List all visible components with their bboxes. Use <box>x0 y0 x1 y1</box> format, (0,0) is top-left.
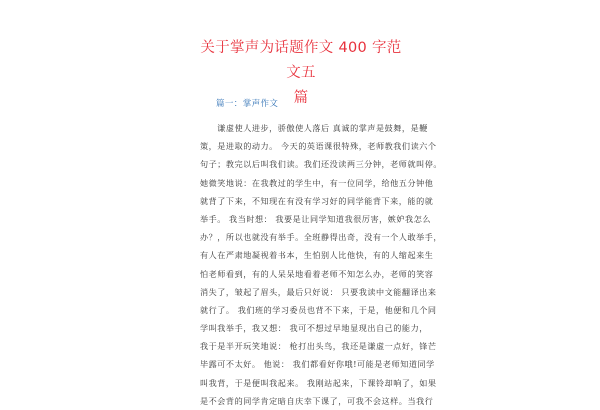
body-line: 策，是进取的动力。 今天的英语课很特殊，老师教我们读六个 <box>200 141 437 152</box>
body-line: 叫我背，于是便叫我起来。 我刚站起来，下课铃却响了，如果 <box>200 377 437 388</box>
body-line: 举手。 我当时想： 我要是让同学知道我很厉害，嫉妒我怎么 <box>200 213 431 224</box>
body-line: 毕露可不太好。 他说： 我们都看好你哦!可能是老师知道同学 <box>200 359 435 370</box>
body-line: 有人在严肃地凝视着书本，生怕别人比他快，有的人缩起来生 <box>200 250 434 261</box>
title-line-2: 篇 <box>293 90 309 106</box>
body-line: 就行了。 我们班的学习委员也背不下来，于是，他便和几个同 <box>200 304 437 315</box>
section-heading: 篇一：掌声作文 <box>216 99 279 109</box>
body-line: 我于是半开玩笑地说： 枪打出头鸟，我还是谦虚一点好，锋芒 <box>200 341 437 352</box>
body-text <box>200 119 443 410</box>
body-line: 学叫我举手，我又想： 我可不想过早地显现出自己的能力， <box>200 323 428 334</box>
body-line: 怕老师看到，有的人呆呆地看着老师不知怎么办，老师的笑容 <box>200 268 434 279</box>
body-line: 句子；教完以后叫我们读。我们还没读两三分钟，老师就叫停。 <box>200 159 443 170</box>
body-line: 她微笑地说：在我教过的学生中，有一位同学，给他五分钟他 <box>200 177 434 188</box>
body-line: 消失了，皱起了眉头，最后只好说： 只要我读中文能翻译出来 <box>200 286 437 297</box>
body-line: 就背了下来，不知现在有没有学习好的同学能背下来，能的就 <box>200 195 434 206</box>
body-line: 办？，所以也就没有举手。全班静得出奇，没有一个人敢举手， <box>200 232 443 243</box>
title-line-1: 关于掌声为话题作文 400 字范文五 <box>200 40 402 81</box>
body-line: 谦虚使人进步，骄傲使人落后 真诚的掌声是鼓舞，是鞭 <box>200 123 428 133</box>
body-line: 是不会背的同学肯定暗自庆幸下课了，可我不会这样。当我行 <box>200 395 434 406</box>
